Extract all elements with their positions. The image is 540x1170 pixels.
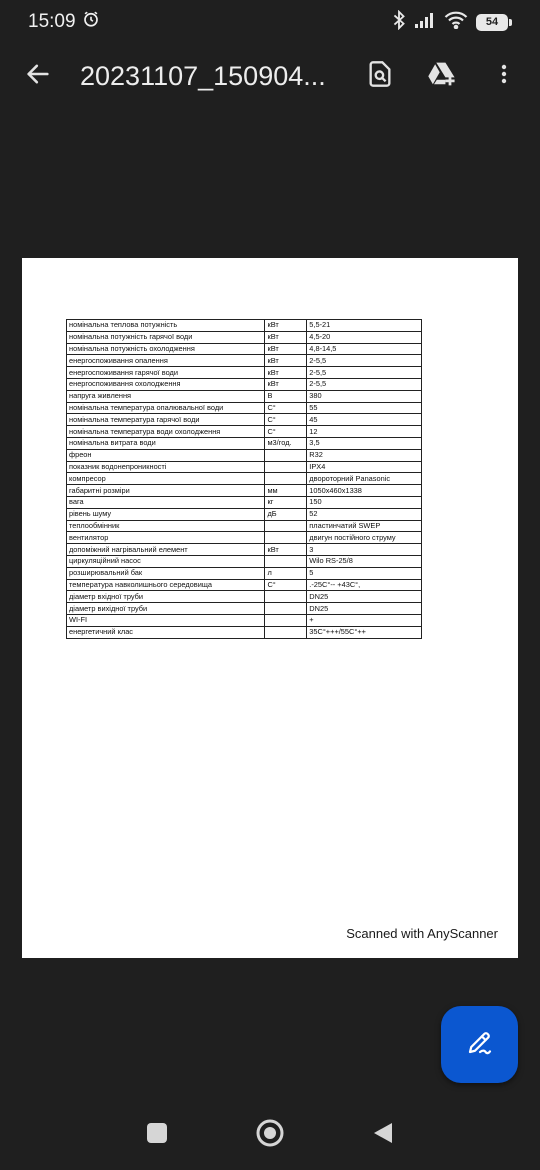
value-cell: .-25C°-- +43C°, — [307, 579, 422, 591]
table-row — [67, 426, 422, 438]
parameter-cell: рівень шуму — [67, 508, 265, 520]
value-cell: 4,8-14,5 — [307, 343, 422, 355]
unit-cell — [265, 603, 307, 615]
table-row — [67, 378, 422, 390]
unit-cell — [265, 449, 307, 461]
unit-cell — [265, 591, 307, 603]
table-row — [67, 520, 422, 532]
alarm-icon — [82, 10, 100, 34]
table-row — [67, 591, 422, 603]
parameter-cell: номінальна потужність гарячої води — [67, 331, 265, 343]
parameter-cell: циркуляційний насос — [67, 555, 265, 567]
unit-cell: л — [265, 567, 307, 579]
unit-cell — [265, 461, 307, 473]
unit-cell — [265, 555, 307, 567]
table-row — [67, 343, 422, 355]
value-cell: 35C°+++/55C°++ — [307, 626, 422, 638]
value-cell: 52 — [307, 508, 422, 520]
document-page — [22, 258, 518, 958]
unit-cell — [265, 626, 307, 638]
find-in-page-icon — [366, 60, 394, 93]
specification-table-body — [67, 320, 422, 639]
unit-cell: кВт — [265, 320, 307, 332]
parameter-cell: розширювальний бак — [67, 567, 265, 579]
value-cell: 55 — [307, 402, 422, 414]
unit-cell: C° — [265, 402, 307, 414]
back-arrow-icon — [24, 60, 52, 93]
back-triangle-icon — [372, 1121, 394, 1150]
table-row — [67, 626, 422, 638]
parameter-cell: напруга живлення — [67, 390, 265, 402]
table-row — [67, 414, 422, 426]
value-cell: 3 — [307, 544, 422, 556]
more-options-button[interactable] — [476, 48, 532, 104]
unit-cell: кВт — [265, 331, 307, 343]
parameter-cell: номінальна температура води охолодження — [67, 426, 265, 438]
unit-cell: мм — [265, 485, 307, 497]
unit-cell: C° — [265, 414, 307, 426]
table-row — [67, 614, 422, 626]
table-row — [67, 579, 422, 591]
value-cell: DN25 — [307, 603, 422, 615]
table-row — [67, 355, 422, 367]
table-row — [67, 320, 422, 332]
value-cell: 2-5,5 — [307, 367, 422, 379]
add-to-drive-button[interactable] — [414, 48, 470, 104]
table-row — [67, 449, 422, 461]
home-circle-icon — [255, 1118, 285, 1153]
table-row — [67, 461, 422, 473]
find-in-page-button[interactable] — [352, 48, 408, 104]
unit-cell: м3/год. — [265, 437, 307, 449]
status-bar — [0, 0, 540, 44]
value-cell: DN25 — [307, 591, 422, 603]
table-row — [67, 437, 422, 449]
scanner-watermark: Scanned with AnyScanner — [346, 926, 498, 941]
wifi-icon — [444, 11, 468, 34]
parameter-cell: вага — [67, 496, 265, 508]
unit-cell: кВт — [265, 378, 307, 390]
nav-back-button[interactable] — [355, 1108, 411, 1164]
value-cell: 45 — [307, 414, 422, 426]
parameter-cell: номінальна потужність охолодження — [67, 343, 265, 355]
status-time: 15:09 — [28, 11, 76, 32]
recents-square-icon — [146, 1122, 168, 1149]
edit-pen-icon — [465, 1027, 495, 1062]
parameter-cell: діаметр вихідної труби — [67, 603, 265, 615]
parameter-cell: енергетичний клас — [67, 626, 265, 638]
value-cell: 5 — [307, 567, 422, 579]
parameter-cell: енергоспоживання гарячої води — [67, 367, 265, 379]
parameter-cell: номінальна температура опалювальної води — [67, 402, 265, 414]
value-cell: двороторний Panasonic — [307, 473, 422, 485]
table-row — [67, 544, 422, 556]
app-bar — [0, 44, 540, 108]
parameter-cell: компресор — [67, 473, 265, 485]
add-to-drive-icon — [426, 60, 458, 93]
app-actions — [352, 48, 532, 104]
unit-cell: кВт — [265, 355, 307, 367]
unit-cell — [265, 473, 307, 485]
parameter-cell: WI-FI — [67, 614, 265, 626]
back-button[interactable] — [10, 48, 66, 104]
more-vert-icon — [492, 60, 516, 93]
value-cell: 5,5-21 — [307, 320, 422, 332]
value-cell: IPX4 — [307, 461, 422, 473]
value-cell: пластинчатий SWEP — [307, 520, 422, 532]
parameter-cell: допоміжний нагрівальний елемент — [67, 544, 265, 556]
table-row — [67, 473, 422, 485]
specification-table — [66, 319, 422, 639]
parameter-cell: фреон — [67, 449, 265, 461]
table-row — [67, 402, 422, 414]
unit-cell: В — [265, 390, 307, 402]
parameter-cell: теплообмінник — [67, 520, 265, 532]
signal-icon — [414, 11, 436, 34]
unit-cell: кВт — [265, 544, 307, 556]
table-row — [67, 331, 422, 343]
recents-button[interactable] — [129, 1108, 185, 1164]
unit-cell: C° — [265, 426, 307, 438]
parameter-cell: температура навколишнього середовища — [67, 579, 265, 591]
parameter-cell: показник водонепроникності — [67, 461, 265, 473]
parameter-cell: номінальна теплова потужність — [67, 320, 265, 332]
battery-level: 54 — [476, 14, 508, 31]
unit-cell — [265, 532, 307, 544]
value-cell: 150 — [307, 496, 422, 508]
parameter-cell: енергоспоживання охолодження — [67, 378, 265, 390]
unit-cell: дБ — [265, 508, 307, 520]
status-left — [28, 10, 100, 34]
value-cell: R32 — [307, 449, 422, 461]
parameter-cell: номінальна витрата води — [67, 437, 265, 449]
edit-fab-button[interactable] — [441, 1006, 518, 1083]
table-row — [67, 485, 422, 497]
status-right — [392, 10, 512, 35]
parameter-cell: номінальна температура гарячої води — [67, 414, 265, 426]
value-cell: 2-5,5 — [307, 355, 422, 367]
value-cell: 12 — [307, 426, 422, 438]
parameter-cell: діаметр вхідної труби — [67, 591, 265, 603]
document-viewer[interactable] — [0, 116, 540, 1101]
table-row — [67, 603, 422, 615]
value-cell: 1050х460х1338 — [307, 485, 422, 497]
unit-cell: C° — [265, 579, 307, 591]
table-row — [67, 555, 422, 567]
parameter-cell: габаритні розміри — [67, 485, 265, 497]
value-cell: 4,5-20 — [307, 331, 422, 343]
bluetooth-icon — [392, 10, 406, 35]
value-cell: 380 — [307, 390, 422, 402]
unit-cell: кг — [265, 496, 307, 508]
table-row — [67, 496, 422, 508]
unit-cell — [265, 614, 307, 626]
document-title: 20231107_150904... — [80, 60, 326, 91]
value-cell: + — [307, 614, 422, 626]
value-cell: Wilo RS-25/8 — [307, 555, 422, 567]
unit-cell: кВт — [265, 343, 307, 355]
system-nav-bar — [0, 1101, 540, 1170]
parameter-cell: вентилятор — [67, 532, 265, 544]
table-row — [67, 508, 422, 520]
value-cell: 3,5 — [307, 437, 422, 449]
table-row — [67, 532, 422, 544]
unit-cell: кВт — [265, 367, 307, 379]
battery-tip — [509, 19, 512, 26]
battery-icon — [476, 14, 512, 31]
unit-cell — [265, 520, 307, 532]
value-cell: двигун постійного струму — [307, 532, 422, 544]
value-cell: 2-5,5 — [307, 378, 422, 390]
table-row — [67, 567, 422, 579]
parameter-cell: енергоспоживання опалення — [67, 355, 265, 367]
table-row — [67, 390, 422, 402]
home-button[interactable] — [242, 1108, 298, 1164]
table-row — [67, 367, 422, 379]
